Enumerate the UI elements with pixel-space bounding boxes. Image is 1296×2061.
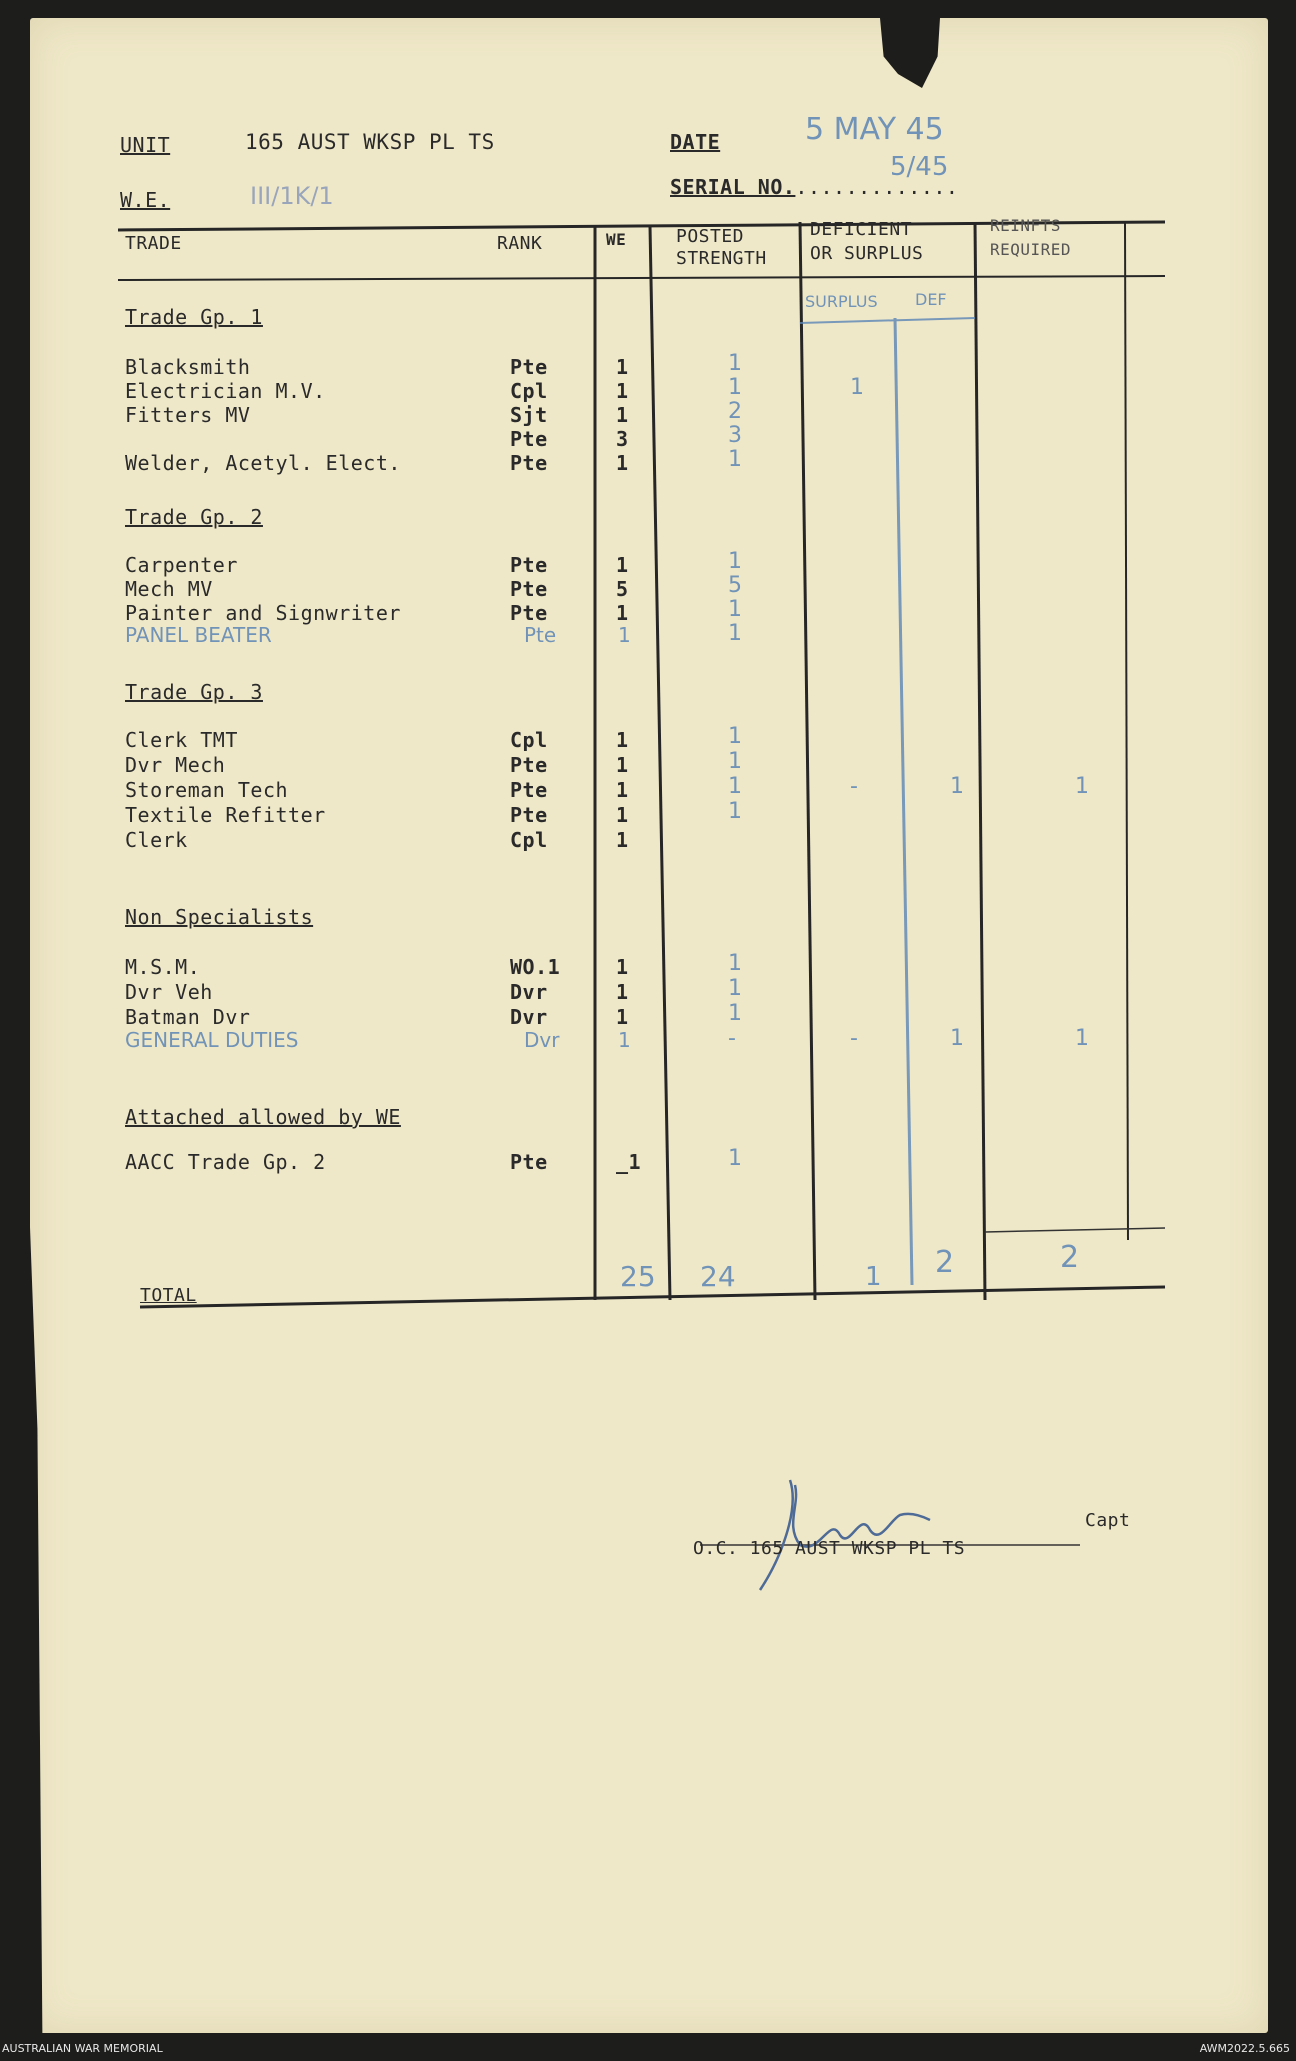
row-posted: 5 [728,573,742,598]
col-posted: POSTED STRENGTH [676,226,767,269]
row-posted: 1 [728,351,742,376]
surplus-def-divider [895,318,912,1285]
row-we: 1 [616,355,629,379]
row-trade: Textile Refitter [125,803,326,827]
serial-label: SERIAL NO.............. [670,175,959,199]
row-surplus: - [850,1026,858,1051]
row-trade: Fitters MV [125,403,251,427]
footer-source: AUSTRALIAN WAR MEMORIAL [2,2042,163,2055]
total-posted: 24 [700,1260,736,1293]
total-reinfts: 2 [1060,1240,1080,1275]
col-trade: TRADE [125,233,182,254]
row-we: 1 [616,1005,629,1029]
row-trade: Carpenter [125,553,238,577]
group-title: Attached allowed by WE [125,1105,401,1129]
group-title: Trade Gp. 1 [125,305,263,329]
row-reinfts: 1 [1075,774,1089,799]
footer-id: AWM2022.5.665 [1199,2042,1290,2055]
row-we: 1 [616,980,629,1004]
group-title: Trade Gp. 3 [125,680,263,704]
signature-scribble [760,1480,930,1590]
row-posted: 1 [728,375,742,400]
row-trade: Clerk TMT [125,728,238,752]
row-posted: 2 [728,399,742,424]
unit-label: UNIT [120,133,171,157]
row-rank: Dvr [524,1028,560,1052]
row-trade: Painter and Signwriter [125,601,401,625]
total-we: 25 [620,1260,656,1293]
row-we: 3 [616,427,629,451]
row-rank: Pte [510,601,548,625]
row-posted: 1 [728,951,742,976]
row-posted: 1 [728,774,742,799]
row-reinfts: 1 [1075,1026,1089,1051]
group-title: Non Specialists [125,905,314,929]
row-trade: Dvr Mech [125,753,226,777]
surplus-underline [800,318,975,323]
row-posted: 1 [728,799,742,824]
row-we: 1 [616,553,629,577]
row-rank: Pte [510,553,548,577]
row-trade: Dvr Veh [125,980,213,1004]
col-rank: RANK [497,233,543,254]
row-rank: Pte [510,355,548,379]
row-we: 1 [618,1028,631,1052]
row-posted: 1 [728,549,742,574]
row-posted: 1 [728,1146,742,1171]
row-rank: Pte [510,577,548,601]
row-rank: Pte [510,1150,548,1174]
row-we: 5 [616,577,629,601]
row-rank: Dvr [510,980,548,1004]
row-trade: M.S.M. [125,955,201,979]
row-trade: Mech MV [125,577,213,601]
row-we: 1 [616,451,629,475]
row-rank: Pte [510,753,548,777]
total-surplus: 1 [865,1262,882,1292]
row-posted: - [728,1026,736,1051]
total-label: TOTAL [140,1285,197,1306]
row-trade: Blacksmith [125,355,251,379]
col-reinfts: REINFTS REQUIRED [990,216,1072,259]
row-we: 1 [618,623,631,647]
row-posted: 1 [728,749,742,774]
serial-value: 5/45 [890,152,949,182]
row-we: 1 [616,828,629,852]
row-rank: Pte [510,778,548,802]
col-we: WE [606,230,627,249]
row-we: 1 [616,753,629,777]
row-we: 1 [616,601,629,625]
row-trade: Electrician M.V. [125,379,326,403]
row-we: 1 [616,379,629,403]
row-posted: 1 [728,621,742,646]
row-posted: 3 [728,423,742,448]
col-surplus: SURPLUS [805,292,878,311]
row-trade: GENERAL DUTIES [125,1028,299,1052]
unit-value: 165 AUST WKSP PL TS [245,130,495,154]
we-value: III/1K/1 [250,182,334,210]
row-rank: Pte [524,623,557,647]
signature-line-text: O.C. 165 AUST WKSP PL TS [693,1538,966,1559]
row-posted: 1 [728,597,742,622]
row-trade: Welder, Acetyl. Elect. [125,451,401,475]
date-label: DATE [670,130,721,154]
row-we: 1 [616,955,629,979]
row-trade: Batman Dvr [125,1005,251,1029]
row-posted: 1 [728,447,742,472]
row-trade: Clerk [125,828,188,852]
row-we: 1 [616,778,629,802]
row-we: 1 [616,728,629,752]
we-label: W.E. [120,188,171,212]
we-col-right [650,226,670,1300]
reinfts-total-line [985,1228,1165,1232]
row-rank: Pte [510,427,548,451]
row-rank: WO.1 [510,955,561,979]
row-def: 1 [950,1026,964,1051]
col-deficient: DEFICIENT OR SURPLUS [810,219,924,264]
date-value: 5 MAY 45 [805,112,944,147]
row-trade: PANEL BEATER [125,623,272,647]
group-title: Trade Gp. 2 [125,505,263,529]
signature-rank: Capt [1085,1510,1131,1531]
total-def: 2 [935,1245,955,1280]
header-bottom-rule [118,276,1165,280]
row-surplus: 1 [850,375,864,400]
row-rank: Dvr [510,1005,548,1029]
row-trade: AACC Trade Gp. 2 [125,1150,326,1174]
row-rank: Pte [510,451,548,475]
row-def: 1 [950,774,964,799]
row-posted: 1 [728,1001,742,1026]
row-rank: Cpl [510,728,548,752]
row-rank: Cpl [510,379,548,403]
reinfts-col-right [1125,222,1128,1240]
row-rank: Cpl [510,828,548,852]
row-posted: 1 [728,724,742,749]
row-posted: 1 [728,976,742,1001]
row-rank: Sjt [510,403,548,427]
posted-col-right [800,222,815,1300]
row-trade: Storeman Tech [125,778,289,802]
col-def: DEF [915,290,947,309]
deficient-col-right [975,222,985,1300]
row-we: 1 [616,803,629,827]
row-surplus: - [850,774,858,799]
row-we: _1 [616,1150,642,1174]
row-we: 1 [616,403,629,427]
row-rank: Pte [510,803,548,827]
